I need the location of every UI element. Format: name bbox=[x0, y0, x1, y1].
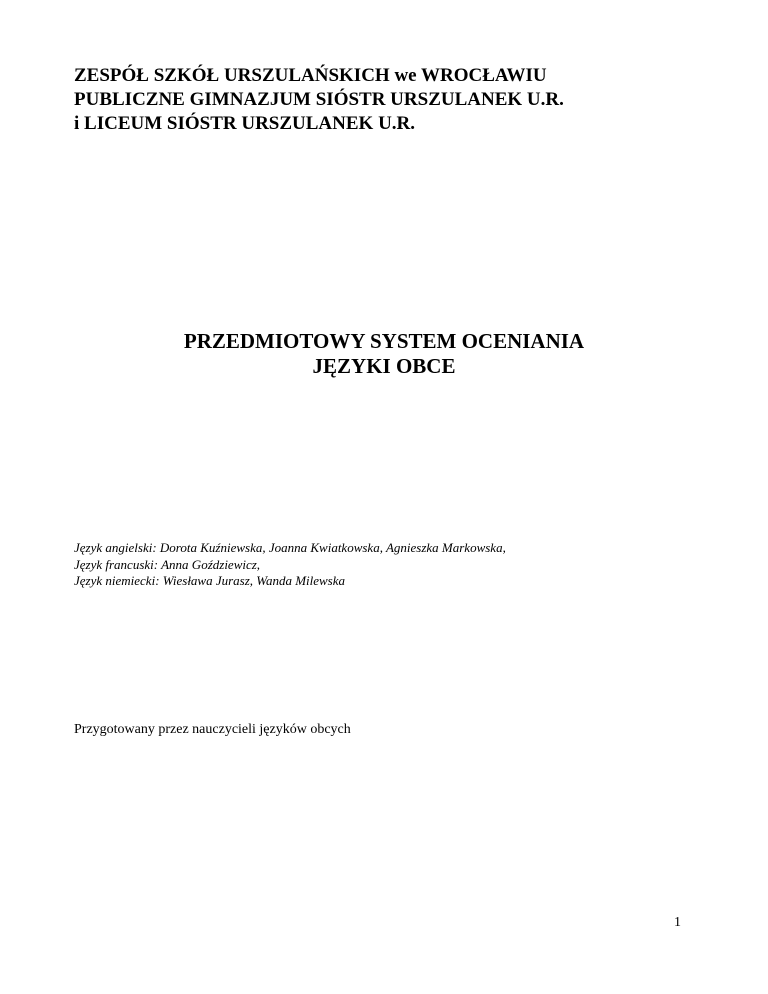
teachers-list bbox=[74, 540, 714, 590]
teachers-french: Język francuski: Anna Goździewicz, bbox=[74, 556, 261, 572]
title-line-2: JĘZYKI OBCE bbox=[312, 354, 456, 378]
prepared-by: Przygotowany przez nauczycieli języków obcych bbox=[74, 722, 351, 737]
school-name: ZESPÓŁ SZKÓŁ URSZULAŃSKICH we WROCŁAWIU bbox=[74, 65, 547, 86]
teachers-english: Język angielski: Dorota Kuźniewska, Joanna Kwiatkowska, Agnieszka Markowska, bbox=[74, 540, 506, 555]
document-title bbox=[0, 329, 768, 379]
title-line-1: PRZEDMIOTOWY SYSTEM OCENIANIA bbox=[183, 329, 585, 353]
lyceum-name: i LICEUM SIÓSTR URSZULANEK U.R. bbox=[74, 113, 416, 134]
teachers-german: Język niemiecki: Wiesława Jurasz, Wanda Milewska bbox=[74, 573, 346, 588]
gymnasium-name: PUBLICZNE GIMNAZJUM SIÓSTR URSZULANEK U.R. bbox=[74, 89, 564, 110]
school-header bbox=[74, 64, 714, 136]
page-number: 1 bbox=[674, 915, 681, 930]
